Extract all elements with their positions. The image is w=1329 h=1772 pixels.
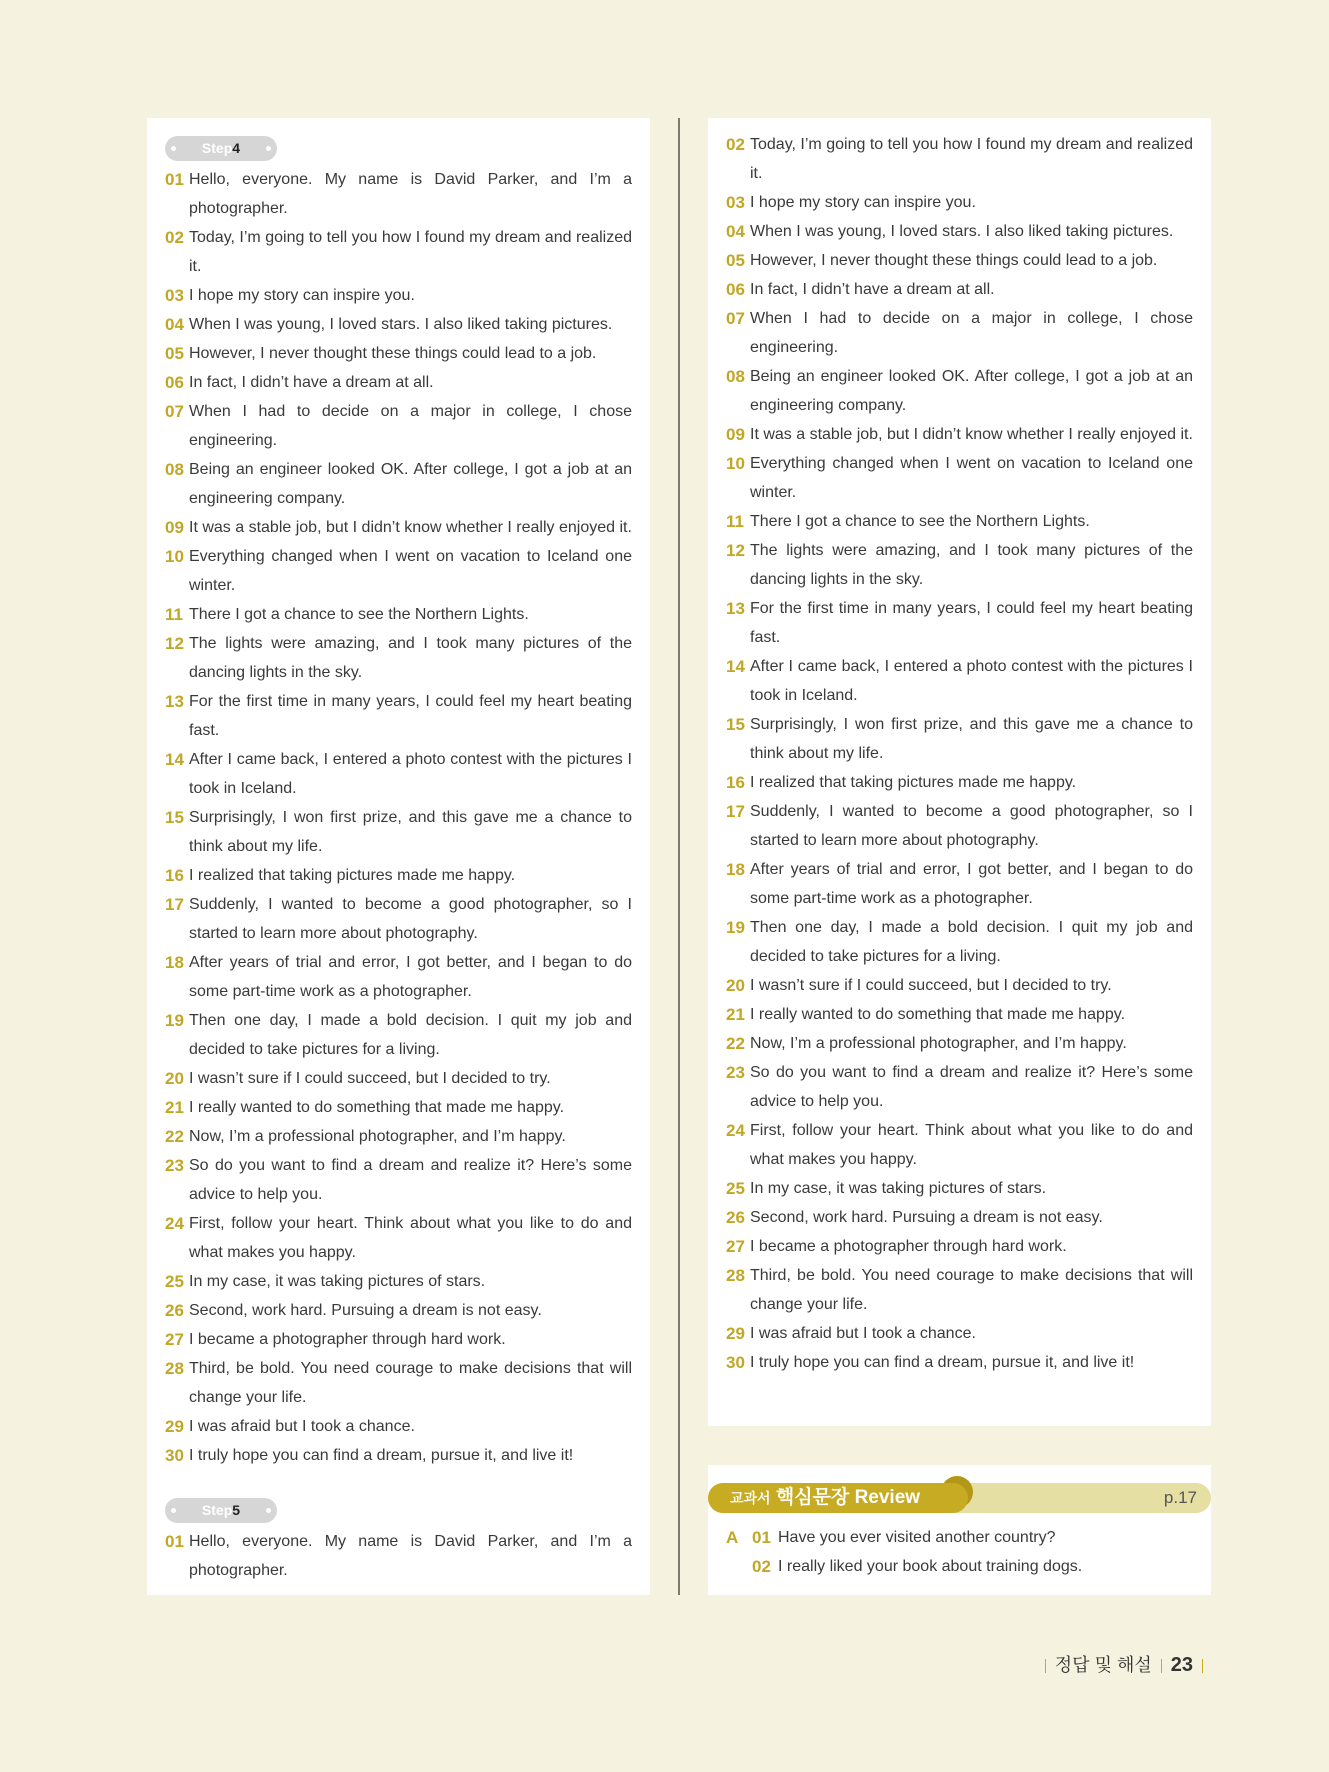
sentence-text: Second, work hard. Pursuing a dream is not easy. — [750, 1209, 1103, 1226]
sentence-item — [165, 1527, 632, 1585]
sentence-number: 09 — [165, 518, 184, 537]
sentence-text: When I had to decide on a major in college, I chose engineering. — [189, 403, 632, 449]
sentence-number: 14 — [165, 750, 184, 769]
sentence-number: 20 — [726, 976, 745, 995]
sentence-text: In my case, it was taking pictures of stars. — [189, 1273, 486, 1290]
sentence-item — [165, 542, 632, 600]
sentence-number: 03 — [726, 193, 745, 212]
sentence-item — [165, 1209, 632, 1267]
sentence-text: After years of trial and error, I got better, and I began to do some part-time work as a photographer. — [189, 954, 632, 1000]
sentence-text: I hope my story can inspire you. — [189, 287, 415, 304]
sentence-text: I truly hope you can find a dream, pursue it, and live it! — [189, 1447, 574, 1464]
left-panel — [147, 118, 650, 1595]
sentence-number: 11 — [726, 512, 744, 531]
sentence-text: Being an engineer looked OK. After college, I got a job at an engineering company. — [189, 461, 632, 507]
sentence-text: In fact, I didn’t have a dream at all. — [189, 374, 434, 391]
sentence-text: First, follow your heart. Think about what you like to do and what makes you happy. — [750, 1122, 1193, 1168]
sentence-text: Suddenly, I wanted to become a good photographer, so I started to learn more about photography. — [189, 896, 632, 942]
sentence-text: For the first time in many years, I could feel my heart beating fast. — [189, 693, 632, 739]
sentence-item — [165, 803, 632, 861]
sentence-number: 16 — [165, 866, 184, 885]
sentence-text: Now, I’m a professional photographer, and I’m happy. — [189, 1128, 566, 1145]
sentence-item — [726, 1348, 1193, 1377]
sentence-item — [726, 1029, 1193, 1058]
review-title-ko: 핵심문장 — [775, 1487, 850, 1508]
page-footer — [1036, 1652, 1212, 1678]
sentence-item — [726, 1203, 1193, 1232]
sentence-item — [165, 1064, 632, 1093]
footer-label: 정답 및 해설 — [1054, 1655, 1152, 1675]
sentence-text: Hello, everyone. My name is David Parker, and I’m a photographer. — [189, 1533, 632, 1579]
sentence-item — [726, 913, 1193, 971]
review-item — [726, 1552, 1196, 1581]
footer-divider — [1202, 1659, 1203, 1673]
sentence-item — [726, 652, 1193, 710]
sentence-number: 14 — [726, 657, 745, 676]
sentence-text: It was a stable job, but I didn’t know whether I really enjoyed it. — [750, 426, 1193, 443]
sentence-item — [726, 1174, 1193, 1203]
sentence-number: 26 — [726, 1208, 745, 1227]
sentence-text: It was a stable job, but I didn’t know whether I really enjoyed it. — [189, 519, 632, 536]
sentence-item — [726, 536, 1193, 594]
sentence-item — [726, 217, 1193, 246]
sentence-number: 10 — [165, 547, 184, 566]
sentence-item — [726, 1261, 1193, 1319]
review-item-text: Have you ever visited another country? — [778, 1529, 1056, 1546]
sentence-text: There I got a chance to see the Northern Lights. — [189, 606, 529, 623]
sentence-item — [165, 1122, 632, 1151]
sentence-number: 06 — [165, 373, 184, 392]
sentence-text: I really wanted to do something that made me happy. — [750, 1006, 1126, 1023]
sentence-number: 01 — [165, 1532, 184, 1551]
step-4-sentence-list — [165, 165, 632, 1470]
sentence-number: 24 — [726, 1121, 745, 1140]
sentence-item — [726, 362, 1193, 420]
sentence-number: 27 — [165, 1330, 184, 1349]
review-header-title — [708, 1483, 968, 1513]
sentence-item — [165, 455, 632, 513]
sentence-number: 23 — [165, 1156, 184, 1175]
sentence-item — [165, 223, 632, 281]
sentence-number: 06 — [726, 280, 745, 299]
sentence-text: After years of trial and error, I got better, and I began to do some part-time work as a photographer. — [750, 861, 1193, 907]
sentence-item — [165, 1441, 632, 1470]
sentence-text: Third, be bold. You need courage to make decisions that will change your life. — [189, 1360, 632, 1406]
sentence-number: 02 — [726, 135, 745, 154]
sentence-text: After I came back, I entered a photo contest with the pictures I took in Iceland. — [189, 751, 632, 797]
step-5-sentence-list-continued — [726, 130, 1193, 1377]
sentence-number: 05 — [726, 251, 745, 270]
sentence-item — [165, 890, 632, 948]
sentence-text: In fact, I didn’t have a dream at all. — [750, 281, 995, 298]
step-prefix: Step — [201, 1502, 233, 1518]
sentence-number: 27 — [726, 1237, 745, 1256]
sentence-text: Today, I’m going to tell you how I found my dream and realized it. — [189, 229, 632, 275]
column-divider — [678, 118, 680, 1595]
sentence-item — [165, 1006, 632, 1064]
sentence-text: For the first time in many years, I could feel my heart beating fast. — [750, 600, 1193, 646]
sentence-text: I wasn’t sure if I could succeed, but I decided to try. — [750, 977, 1112, 994]
sentence-number: 26 — [165, 1301, 184, 1320]
sentence-number: 01 — [165, 170, 184, 189]
sentence-text: Everything changed when I went on vacation to Iceland one winter. — [750, 455, 1193, 501]
sentence-item — [165, 368, 632, 397]
sentence-item — [726, 710, 1193, 768]
badge-dot — [266, 146, 271, 151]
sentence-item — [165, 1354, 632, 1412]
sentence-text: So do you want to find a dream and realize it? Here’s some advice to help you. — [750, 1064, 1193, 1110]
review-page-ref: p.17 — [1163, 1488, 1197, 1507]
badge-dot — [266, 1508, 271, 1513]
sentence-text: Third, be bold. You need courage to make decisions that will change your life. — [750, 1267, 1193, 1313]
sentence-item — [165, 1267, 632, 1296]
sentence-item — [726, 971, 1193, 1000]
sentence-number: 15 — [165, 808, 184, 827]
sentence-text: However, I never thought these things could lead to a job. — [189, 345, 597, 362]
sentence-item — [165, 281, 632, 310]
sentence-number: 04 — [165, 315, 184, 334]
sentence-number: 12 — [726, 541, 745, 560]
sentence-item — [726, 420, 1193, 449]
sentence-text: However, I never thought these things could lead to a job. — [750, 252, 1158, 269]
sentence-number: 13 — [165, 692, 184, 711]
sentence-text: I really wanted to do something that made me happy. — [189, 1099, 565, 1116]
sentence-item — [726, 855, 1193, 913]
sentence-text: Surprisingly, I won first prize, and this gave me a chance to think about my life. — [750, 716, 1193, 762]
sentence-item — [726, 507, 1193, 536]
sentence-number: 19 — [165, 1011, 184, 1030]
badge-dot — [171, 1508, 176, 1513]
sentence-text: Today, I’m going to tell you how I found my dream and realized it. — [750, 136, 1193, 182]
review-section — [708, 1465, 1211, 1595]
sentence-text: I truly hope you can find a dream, pursue it, and live it! — [750, 1354, 1135, 1371]
sentence-text: Now, I’m a professional photographer, and I’m happy. — [750, 1035, 1127, 1052]
sentence-item — [165, 1093, 632, 1122]
footer-divider — [1045, 1659, 1046, 1673]
review-prefix: 교과서 — [730, 1490, 771, 1506]
sentence-item — [165, 397, 632, 455]
sentence-number: 28 — [165, 1359, 184, 1378]
step-4-badge — [165, 136, 277, 161]
sentence-item — [165, 600, 632, 629]
review-section-letter: A — [726, 1528, 739, 1547]
review-item-number: 01 — [752, 1528, 771, 1547]
sentence-item — [165, 1325, 632, 1354]
review-title-en: Review — [854, 1487, 921, 1508]
sentence-number: 28 — [726, 1266, 745, 1285]
sentence-number: 22 — [726, 1034, 745, 1053]
sentence-text: Being an engineer looked OK. After college, I got a job at an engineering company. — [750, 368, 1193, 414]
sentence-number: 18 — [165, 953, 184, 972]
sentence-text: The lights were amazing, and I took many pictures of the dancing lights in the sky. — [750, 542, 1193, 588]
step-prefix: Step — [201, 140, 233, 156]
sentence-item — [165, 165, 632, 223]
sentence-item — [165, 948, 632, 1006]
sentence-text: I was afraid but I took a chance. — [750, 1325, 976, 1342]
review-list — [726, 1523, 1196, 1581]
sentence-text: After I came back, I entered a photo contest with the pictures I took in Iceland. — [750, 658, 1193, 704]
review-item-text: I really liked your book about training dogs. — [778, 1558, 1083, 1575]
sentence-text: Then one day, I made a bold decision. I quit my job and decided to take pictures for a living. — [189, 1012, 632, 1058]
sentence-item — [726, 246, 1193, 275]
step-5-sentence-list — [165, 1527, 632, 1585]
sentence-text: Surprisingly, I won first prize, and this gave me a chance to think about my life. — [189, 809, 632, 855]
sentence-item — [726, 1319, 1193, 1348]
sentence-text: So do you want to find a dream and realize it? Here’s some advice to help you. — [189, 1157, 632, 1203]
sentence-item — [165, 1296, 632, 1325]
sentence-item — [726, 1000, 1193, 1029]
sentence-item — [726, 275, 1193, 304]
sentence-number: 03 — [165, 286, 184, 305]
sentence-text: I became a photographer through hard work. — [750, 1238, 1067, 1255]
sentence-item — [726, 797, 1193, 855]
step-number: 5 — [232, 1502, 241, 1518]
sentence-text: I realized that taking pictures made me happy. — [750, 774, 1077, 791]
sentence-item — [165, 310, 632, 339]
sentence-number: 08 — [165, 460, 184, 479]
sentence-number: 22 — [165, 1127, 184, 1146]
sentence-number: 24 — [165, 1214, 184, 1233]
sentence-item — [165, 339, 632, 368]
sentence-text: I hope my story can inspire you. — [750, 194, 976, 211]
sentence-text: Second, work hard. Pursuing a dream is not easy. — [189, 1302, 542, 1319]
sentence-number: 29 — [165, 1417, 184, 1436]
sentence-text: Hello, everyone. My name is David Parker, and I’m a photographer. — [189, 171, 632, 217]
sentence-number: 17 — [726, 802, 745, 821]
sentence-number: 05 — [165, 344, 184, 363]
sentence-text: When I was young, I loved stars. I also liked taking pictures. — [750, 223, 1174, 240]
sentence-item — [726, 130, 1193, 188]
sentence-number: 19 — [726, 918, 745, 937]
step-5-badge — [165, 1498, 277, 1523]
sentence-number: 11 — [165, 605, 183, 624]
sentence-number: 12 — [165, 634, 184, 653]
sentence-item — [165, 687, 632, 745]
sentence-number: 20 — [165, 1069, 184, 1088]
sentence-number: 30 — [726, 1353, 745, 1372]
sentence-text: Then one day, I made a bold decision. I quit my job and decided to take pictures for a living. — [750, 919, 1193, 965]
sentence-item — [165, 861, 632, 890]
sentence-number: 25 — [726, 1179, 745, 1198]
sentence-item — [165, 513, 632, 542]
page-number: 23 — [1170, 1654, 1193, 1676]
footer-divider — [1161, 1659, 1162, 1673]
sentence-text: Everything changed when I went on vacation to Iceland one winter. — [189, 548, 632, 594]
sentence-number: 30 — [165, 1446, 184, 1465]
sentence-item — [165, 1151, 632, 1209]
sentence-text: In my case, it was taking pictures of stars. — [750, 1180, 1047, 1197]
step-number: 4 — [232, 140, 241, 156]
sentence-number: 08 — [726, 367, 745, 386]
sentence-number: 07 — [726, 309, 745, 328]
sentence-number: 25 — [165, 1272, 184, 1291]
sentence-text: When I was young, I loved stars. I also liked taking pictures. — [189, 316, 613, 333]
sentence-item — [726, 768, 1193, 797]
review-item — [726, 1523, 1196, 1552]
sentence-number: 02 — [165, 228, 184, 247]
sentence-number: 07 — [165, 402, 184, 421]
sentence-number: 29 — [726, 1324, 745, 1343]
sentence-text: When I had to decide on a major in college, I chose engineering. — [750, 310, 1193, 356]
sentence-number: 13 — [726, 599, 745, 618]
sentence-number: 16 — [726, 773, 745, 792]
sentence-number: 21 — [726, 1005, 745, 1024]
sentence-item — [165, 629, 632, 687]
sentence-number: 17 — [165, 895, 184, 914]
sentence-number: 21 — [165, 1098, 184, 1117]
sentence-text: First, follow your heart. Think about what you like to do and what makes you happy. — [189, 1215, 632, 1261]
sentence-number: 09 — [726, 425, 745, 444]
sentence-text: I wasn’t sure if I could succeed, but I decided to try. — [189, 1070, 551, 1087]
sentence-text: I became a photographer through hard work. — [189, 1331, 506, 1348]
sentence-text: I realized that taking pictures made me happy. — [189, 867, 516, 884]
badge-dot — [171, 146, 176, 151]
review-item-number: 02 — [752, 1557, 771, 1576]
sentence-text: I was afraid but I took a chance. — [189, 1418, 415, 1435]
sentence-item — [165, 745, 632, 803]
sentence-text: There I got a chance to see the Northern Lights. — [750, 513, 1090, 530]
sentence-number: 23 — [726, 1063, 745, 1082]
sentence-item — [726, 1116, 1193, 1174]
sentence-item — [726, 1232, 1193, 1261]
sentence-number: 18 — [726, 860, 745, 879]
right-panel — [708, 118, 1211, 1426]
sentence-item — [726, 449, 1193, 507]
sentence-item — [726, 188, 1193, 217]
sentence-text: The lights were amazing, and I took many pictures of the dancing lights in the sky. — [189, 635, 632, 681]
sentence-number: 10 — [726, 454, 745, 473]
sentence-text: Suddenly, I wanted to become a good photographer, so I started to learn more about photography. — [750, 803, 1193, 849]
sentence-number: 04 — [726, 222, 745, 241]
sentence-item — [165, 1412, 632, 1441]
sentence-item — [726, 1058, 1193, 1116]
sentence-item — [726, 304, 1193, 362]
sentence-number: 15 — [726, 715, 745, 734]
sentence-item — [726, 594, 1193, 652]
